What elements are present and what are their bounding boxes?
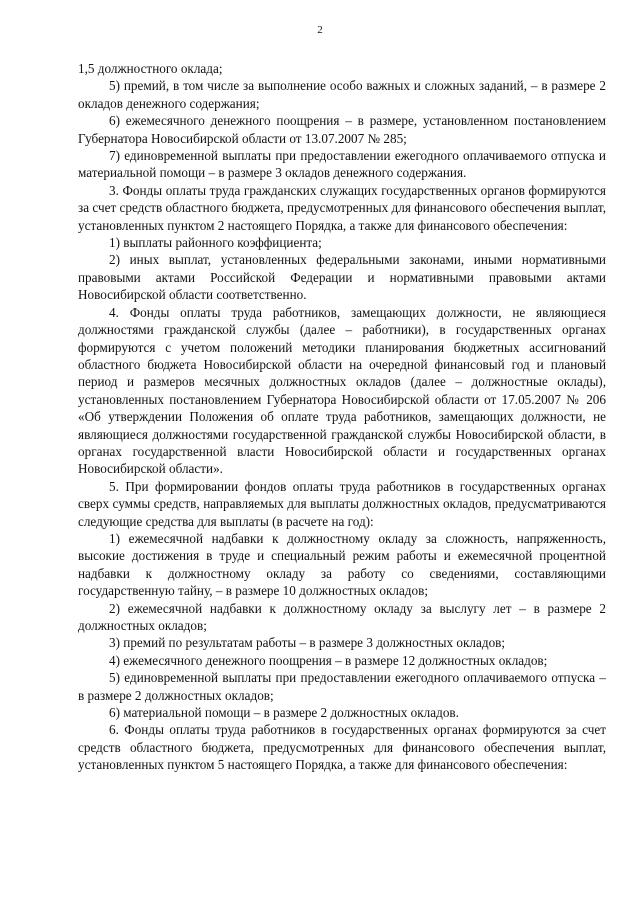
- paragraph: 6. Фонды оплаты труда работников в государственных органах формируются за счет средств областного бюджета, предусмотренных для финансового обеспечения выплат, установленных пунктом 5 настоящего Порядка, а также для финансового обеспечения:: [78, 722, 606, 773]
- paragraph: 6) материальной помощи – в размере 2 должностных окладов.: [109, 705, 459, 721]
- paragraph: 2) ежемесячной надбавки к должностному окладу за выслугу лет – в размере 2 должностных окладов;: [78, 600, 606, 633]
- document-body: [78, 60, 606, 774]
- paragraph: 3. Фонды оплаты труда гражданских служащих государственных органов формируются за счет средств областного бюджета, предусмотренных для финансового обеспечения выплат, установленных пунктом 2 настоящего Порядка, а также для финансового обеспечения:: [78, 182, 606, 233]
- paragraph: 5. При формировании фондов оплаты труда работников в государственных органах сверх суммы средств, направляемых для выплаты должностных окладов, предусматриваются следующие средства для выплаты (в расчете на год):: [78, 478, 606, 529]
- paragraph: 1,5 должностного оклада;: [78, 61, 223, 76]
- paragraph: 4) ежемесячного денежного поощрения – в размере 12 должностных окладов;: [109, 652, 548, 668]
- page-number: 2: [317, 24, 323, 36]
- paragraph: 2) иных выплат, установленных федеральными законами, иными нормативными правовыми актами Российской Федерации и нормативными правовыми актами Новосибирской области соответственно.: [78, 252, 606, 303]
- paragraph: 5) премий, в том числе за выполнение особо важных и сложных заданий, – в размере 2 окладов денежного содержания;: [78, 78, 606, 111]
- paragraph: 5) единовременной выплаты при предоставлении ежегодного оплачиваемого отпуска – в размере 2 должностных окладов;: [78, 670, 606, 703]
- paragraph: 3) премий по результатам работы – в размере 3 должностных окладов;: [109, 635, 506, 651]
- paragraph: 1) ежемесячной надбавки к должностному окладу за сложность, напряженность, высокие достижения в труде и специальный режим работы и ежемесячной процентной надбавки к должностному окладу за работу со сведениями, составляющими государственную тайну, – в размере 10 должностных окладов;: [78, 530, 606, 599]
- paragraph: 6) ежемесячного денежного поощрения – в размере, установленном постановлением Губернатора Новосибирской области от 13.07.2007 № 285;: [78, 113, 606, 146]
- paragraph: 4. Фонды оплаты труда работников, замещающих должности, не являющиеся должностями гражданской службы (далее – работники), в государственных органах формируются с учетом положений методики планирования бюджетных ассигнований областного бюджета Новосибирской области на очередной финансовый год и плановый период и размеров месячных должностных окладов (далее – должностные оклады), установленных постановлением Губернатора Новосибирской области от 17.05.2007 № 206 «Об утверждении Положения об оплате труда работников, замещающих должности, не являющиеся должностями государственной гражданской службы Новосибирской области, в органах государственной власти Новосибирской области и государственных органах Новосибирской области».: [78, 304, 606, 477]
- paragraph: 7) единовременной выплаты при предоставлении ежегодного оплачиваемого отпуска и материальной помощи – в размере 3 окладов денежного содержания.: [78, 148, 606, 181]
- paragraph: 1) выплаты районного коэффициента;: [109, 235, 322, 251]
